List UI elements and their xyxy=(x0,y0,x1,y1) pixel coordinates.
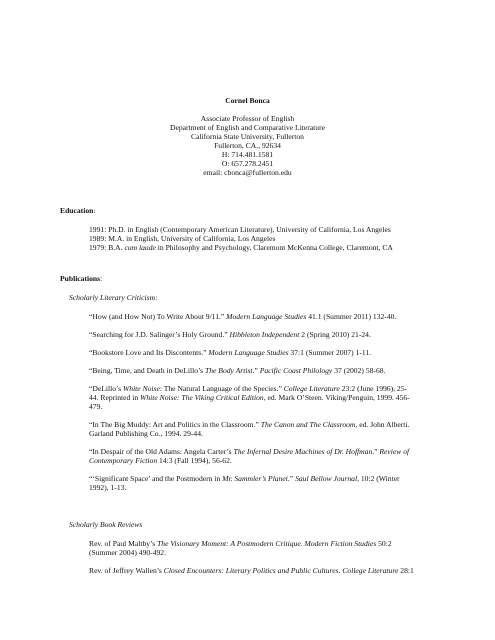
title-line: Associate Professor of English xyxy=(200,114,295,123)
entry-text: “How (and How Not) To Write About 9/11.” xyxy=(89,312,227,321)
city-line: Fullerton, CA., 92634 xyxy=(214,141,281,150)
entry-line xyxy=(89,348,371,357)
entry-text: .” xyxy=(252,366,260,375)
entry-text: 2 (Spring 2010) 21-24. xyxy=(299,330,371,339)
author-name: Cornel Bonca xyxy=(225,96,270,105)
entry-text: “Bookstore Love and Its Discontents.” xyxy=(89,348,209,357)
review-journal: Modern Fiction Studies xyxy=(304,539,377,548)
home-phone: H: 714.481.1581 xyxy=(221,150,274,159)
entry-journal: Modern Language Studies xyxy=(208,348,289,357)
entry-line xyxy=(89,447,409,456)
entry-line xyxy=(89,330,371,339)
review-text: Rev. of Jeffrey Wallen’s xyxy=(89,566,164,575)
review-text: . xyxy=(300,539,305,548)
entry-journal: College Literature xyxy=(283,384,340,393)
entry-journal: Pacific Coast Philology xyxy=(259,366,333,375)
entry-text: “‘Significant Space’ and the Postmodern in xyxy=(89,474,223,483)
entry-text: .” xyxy=(287,474,296,483)
entry-title: Mr. Sammler’s Planet xyxy=(222,474,288,483)
entry-text: : The Natural Language of the Species.” xyxy=(159,384,284,393)
review-text: 28:1 xyxy=(398,566,414,575)
review-title: Closed Encounters: Literary Politics and Public Cultures xyxy=(163,566,339,575)
review-line xyxy=(89,539,392,548)
entry-line: 479. xyxy=(89,402,103,411)
review-text: . xyxy=(338,566,343,575)
email-line: email: cbonca@fullerton.edu xyxy=(203,168,292,177)
entry-text: 44. Reprinted in xyxy=(89,393,141,402)
review-text: 50:2 xyxy=(376,539,392,548)
ba-pre: 1979: B.A. xyxy=(89,243,125,252)
entry-text: “DeLillo’s xyxy=(89,384,123,393)
ba-post: in Philosophy and Psychology, Claremont McKenna College, Claremont, CA xyxy=(155,243,393,252)
review-line: (Summer 2004) 490-492. xyxy=(89,548,166,557)
entry-text: “Being, Time, and Death in DeLillo’s xyxy=(89,366,206,375)
entry-journal: Review of xyxy=(379,447,410,456)
entry-journal: Saul Bellow Journal, xyxy=(295,474,359,483)
entry-text: 37 (2002) 58-68. xyxy=(332,366,386,375)
entry-line xyxy=(89,366,385,375)
entry-line xyxy=(89,420,409,429)
education-heading-label: Education xyxy=(60,206,94,215)
entry-line xyxy=(89,312,396,321)
entry-text: “In Despair of the Old Adams: Angela Carter’s xyxy=(89,447,234,456)
entry-line xyxy=(89,456,232,465)
entry-journal: Modern Language Studies xyxy=(226,312,307,321)
entry-line xyxy=(89,474,400,483)
entry-title: The Canon and The Classroom, xyxy=(260,420,358,429)
review-line xyxy=(89,566,414,575)
entry-text: 14:3 (Fall 1994), 56-62. xyxy=(157,456,232,465)
entry-title: The Body Artist xyxy=(205,366,253,375)
review-text: Rev. of Paul Maltby’s xyxy=(89,539,158,548)
entry-journal: Hibbleton Independent xyxy=(229,330,300,339)
entry-text: “Searching for J.D. Salinger’s Holy Ground.” xyxy=(89,330,230,339)
entry-text: .” xyxy=(372,447,380,456)
entry-line xyxy=(89,384,407,393)
office-phone: O: 657.278.2451 xyxy=(221,159,274,168)
entry-text: 10:2 (Winter xyxy=(358,474,400,483)
entry-title: White Noise xyxy=(122,384,160,393)
education-item-ma: 1989: M.A. in English, University of California, Los Angeles xyxy=(89,234,276,243)
entry-text: 37:1 (Summer 2007) 1-11. xyxy=(288,348,372,357)
entry-title: White Noise: The Viking Critical Edition xyxy=(140,393,264,402)
literary-criticism-heading: Scholarly Literary Criticism: xyxy=(69,293,158,302)
entry-text: “In The Big Muddy: Art and Politics in the Classroom.” xyxy=(89,420,261,429)
entry-line: Garland Publishing Co., 1994. 29-44. xyxy=(89,429,203,438)
entry-text: 23:2 (June 1996), 25- xyxy=(339,384,408,393)
ba-honors: cum laude xyxy=(124,243,156,252)
entry-title: The Infernal Desire Machines of Dr. Hoffman xyxy=(233,447,373,456)
education-item-phd: 1991: Ph.D. in English (Contemporary American Literature), University of California, Los Angeles xyxy=(89,225,391,234)
university-line: California State University, Fullerton xyxy=(191,132,304,141)
book-reviews-heading: Scholarly Book Reviews xyxy=(69,520,143,529)
publications-heading: Publications: xyxy=(60,274,103,283)
review-title: The Visionary Moment: A Postmodern Critique xyxy=(157,539,301,548)
publications-heading-label: Publications xyxy=(60,274,101,283)
literary-criticism-label: Scholarly Literary Criticism xyxy=(69,293,156,302)
entry-text: 41.1 (Summer 2011) 132-40. xyxy=(306,312,397,321)
education-heading: Education: xyxy=(60,206,96,215)
entry-text: , ed. Mark O’Steen. Viking/Penguin, 1999. 456- xyxy=(263,393,410,402)
department-line: Department of English and Comparative Literature xyxy=(170,123,325,132)
education-item-ba xyxy=(89,243,393,252)
entry-text: ed. John Alberti. xyxy=(357,420,410,429)
entry-line: 1992), 1-13. xyxy=(89,483,127,492)
entry-journal: Contemporary Fiction xyxy=(89,456,158,465)
review-journal: College Literature xyxy=(342,566,399,575)
entry-line xyxy=(89,393,410,402)
